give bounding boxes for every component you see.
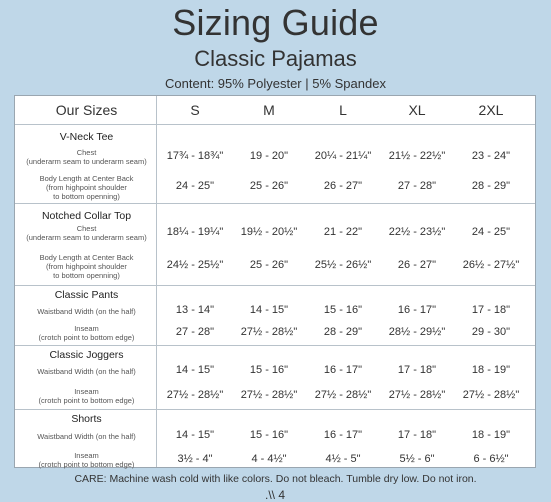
size-value-s: 18¼ - 19¼" <box>166 226 224 238</box>
category-name: V-Neck Tee <box>59 131 114 143</box>
measurement-label-line: Chest <box>76 148 97 157</box>
size-value-xl: 16 - 17" <box>397 304 437 316</box>
size-value-2xl: 28 - 29" <box>471 180 511 192</box>
measurement-label-line: Waistband Width (on the half) <box>37 366 136 376</box>
category-name: Classic Joggers <box>49 349 124 361</box>
size-value-xl: 28½ - 29½" <box>388 326 446 338</box>
size-value-l: 28 - 29" <box>323 326 363 338</box>
size-header-2xl: 2XL <box>478 102 504 118</box>
size-value-m: 19½ - 20½" <box>240 226 298 238</box>
size-header-l: L <box>339 102 347 118</box>
measurement-label <box>15 174 158 201</box>
size-value-m: 27½ - 28½" <box>240 326 298 338</box>
size-value-s: 27 - 28" <box>175 326 215 338</box>
size-value-s: 17¾ - 18¾" <box>166 150 224 162</box>
measurement-label <box>15 387 158 405</box>
measurement-label-line: (crotch point to bottom edge) <box>38 396 135 405</box>
measurement-label-line: Inseam <box>74 324 99 333</box>
size-value-m: 4 - 4½" <box>251 453 287 465</box>
measurement-label <box>15 432 158 441</box>
product-subtitle: Classic Pajamas <box>194 46 357 71</box>
measurement-label <box>15 253 158 280</box>
size-value-xl: 22½ - 23½" <box>388 226 446 238</box>
size-value-s: 3½ - 4" <box>177 453 213 465</box>
category-section <box>15 285 535 342</box>
size-value-m: 25 - 26" <box>249 180 289 192</box>
size-value-xl: 21½ - 22½" <box>388 150 446 162</box>
size-value-m: 25 - 26" <box>249 259 289 271</box>
size-value-m: 27½ - 28½" <box>240 389 298 401</box>
size-value-2xl: 24 - 25" <box>471 226 511 238</box>
measurement-label-line: (from highpoint shoulder <box>46 261 127 271</box>
size-value-m: 15 - 16" <box>249 429 289 441</box>
size-value-s: 24 - 25" <box>175 180 215 192</box>
measurement-label-line: (from highpoint shoulder <box>46 182 127 192</box>
sizing-table <box>14 95 536 468</box>
size-value-l: 25½ - 26½" <box>314 259 372 271</box>
measurement-label-line: Inseam <box>74 387 99 396</box>
measurement-label-line: (underarm seam to underarm seam) <box>26 157 147 166</box>
size-value-s: 14 - 15" <box>175 429 215 441</box>
size-value-l: 27½ - 28½" <box>314 389 372 401</box>
size-value-xl: 17 - 18" <box>397 429 437 441</box>
measurement-label-line: Body Length at Center Back <box>39 252 134 262</box>
care-instructions: CARE: Machine wash cold with like colors. Do not bleach. Tumble dry low. Do not iron. <box>74 473 477 485</box>
measurement-label <box>15 451 158 469</box>
size-value-xl: 27½ - 28½" <box>388 389 446 401</box>
size-value-s: 14 - 15" <box>175 364 215 376</box>
page-marker: .\\ 4 <box>265 488 286 502</box>
measurement-label <box>15 307 158 316</box>
measurement-label <box>15 148 158 166</box>
size-value-m: 19 - 20" <box>249 150 289 162</box>
size-value-2xl: 17 - 18" <box>471 304 511 316</box>
measurement-label <box>15 324 158 342</box>
table-header-row <box>15 96 535 125</box>
size-value-2xl: 18 - 19" <box>471 429 511 441</box>
size-value-2xl: 6 - 6½" <box>473 453 509 465</box>
size-value-s: 13 - 14" <box>175 304 215 316</box>
size-header-s: S <box>190 102 200 118</box>
size-header-m: M <box>263 102 275 118</box>
size-value-s: 27½ - 28½" <box>166 389 224 401</box>
measurement-label-line: (crotch point to bottom edge) <box>38 333 135 342</box>
size-value-l: 16 - 17" <box>323 429 363 441</box>
size-value-xl: 17 - 18" <box>397 364 437 376</box>
size-value-l: 21 - 22" <box>323 226 363 238</box>
size-value-xl: 5½ - 6" <box>399 453 435 465</box>
size-value-l: 20¼ - 21¼" <box>314 150 372 162</box>
size-value-2xl: 23 - 24" <box>471 150 511 162</box>
measurement-label-line: Inseam <box>74 451 99 460</box>
fabric-content: Content: 95% Polyester | 5% Spandex <box>165 76 386 91</box>
measurement-label <box>15 224 158 242</box>
size-value-l: 15 - 16" <box>323 304 363 316</box>
measurement-label-line: (underarm seam to underarm seam) <box>26 233 147 242</box>
measurement-label-line: to bottom openning) <box>53 270 120 280</box>
size-header-xl: XL <box>408 102 426 118</box>
size-value-l: 4½ - 5" <box>325 453 361 465</box>
size-value-2xl: 27½ - 28½" <box>462 389 520 401</box>
measurement-label-line: Waistband Width (on the half) <box>37 431 136 441</box>
size-value-2xl: 18 - 19" <box>471 364 511 376</box>
size-value-xl: 27 - 28" <box>397 180 437 192</box>
our-sizes-header: Our Sizes <box>55 102 118 118</box>
size-value-m: 14 - 15" <box>249 304 289 316</box>
page-title: Sizing Guide <box>172 2 379 43</box>
category-name: Shorts <box>71 413 102 425</box>
size-value-l: 16 - 17" <box>323 364 363 376</box>
size-value-s: 24½ - 25½" <box>166 259 224 271</box>
size-value-l: 26 - 27" <box>323 180 363 192</box>
measurement-label-line: (crotch point to bottom edge) <box>38 460 135 469</box>
size-value-2xl: 26½ - 27½" <box>462 259 520 271</box>
measurement-label-line: Body Length at Center Back <box>39 173 134 183</box>
category-section <box>15 203 535 280</box>
category-section <box>15 345 535 405</box>
size-value-m: 15 - 16" <box>249 364 289 376</box>
category-name: Classic Pants <box>54 289 119 301</box>
measurement-label-line: Waistband Width (on the half) <box>37 306 136 316</box>
size-value-xl: 26 - 27" <box>397 259 437 271</box>
size-value-2xl: 29 - 30" <box>471 326 511 338</box>
measurement-label <box>15 367 158 376</box>
measurement-label-line: to bottom openning) <box>53 191 120 201</box>
measurement-label-line: Chest <box>76 224 97 233</box>
category-section <box>15 409 535 469</box>
category-name: Notched Collar Top <box>41 210 132 222</box>
